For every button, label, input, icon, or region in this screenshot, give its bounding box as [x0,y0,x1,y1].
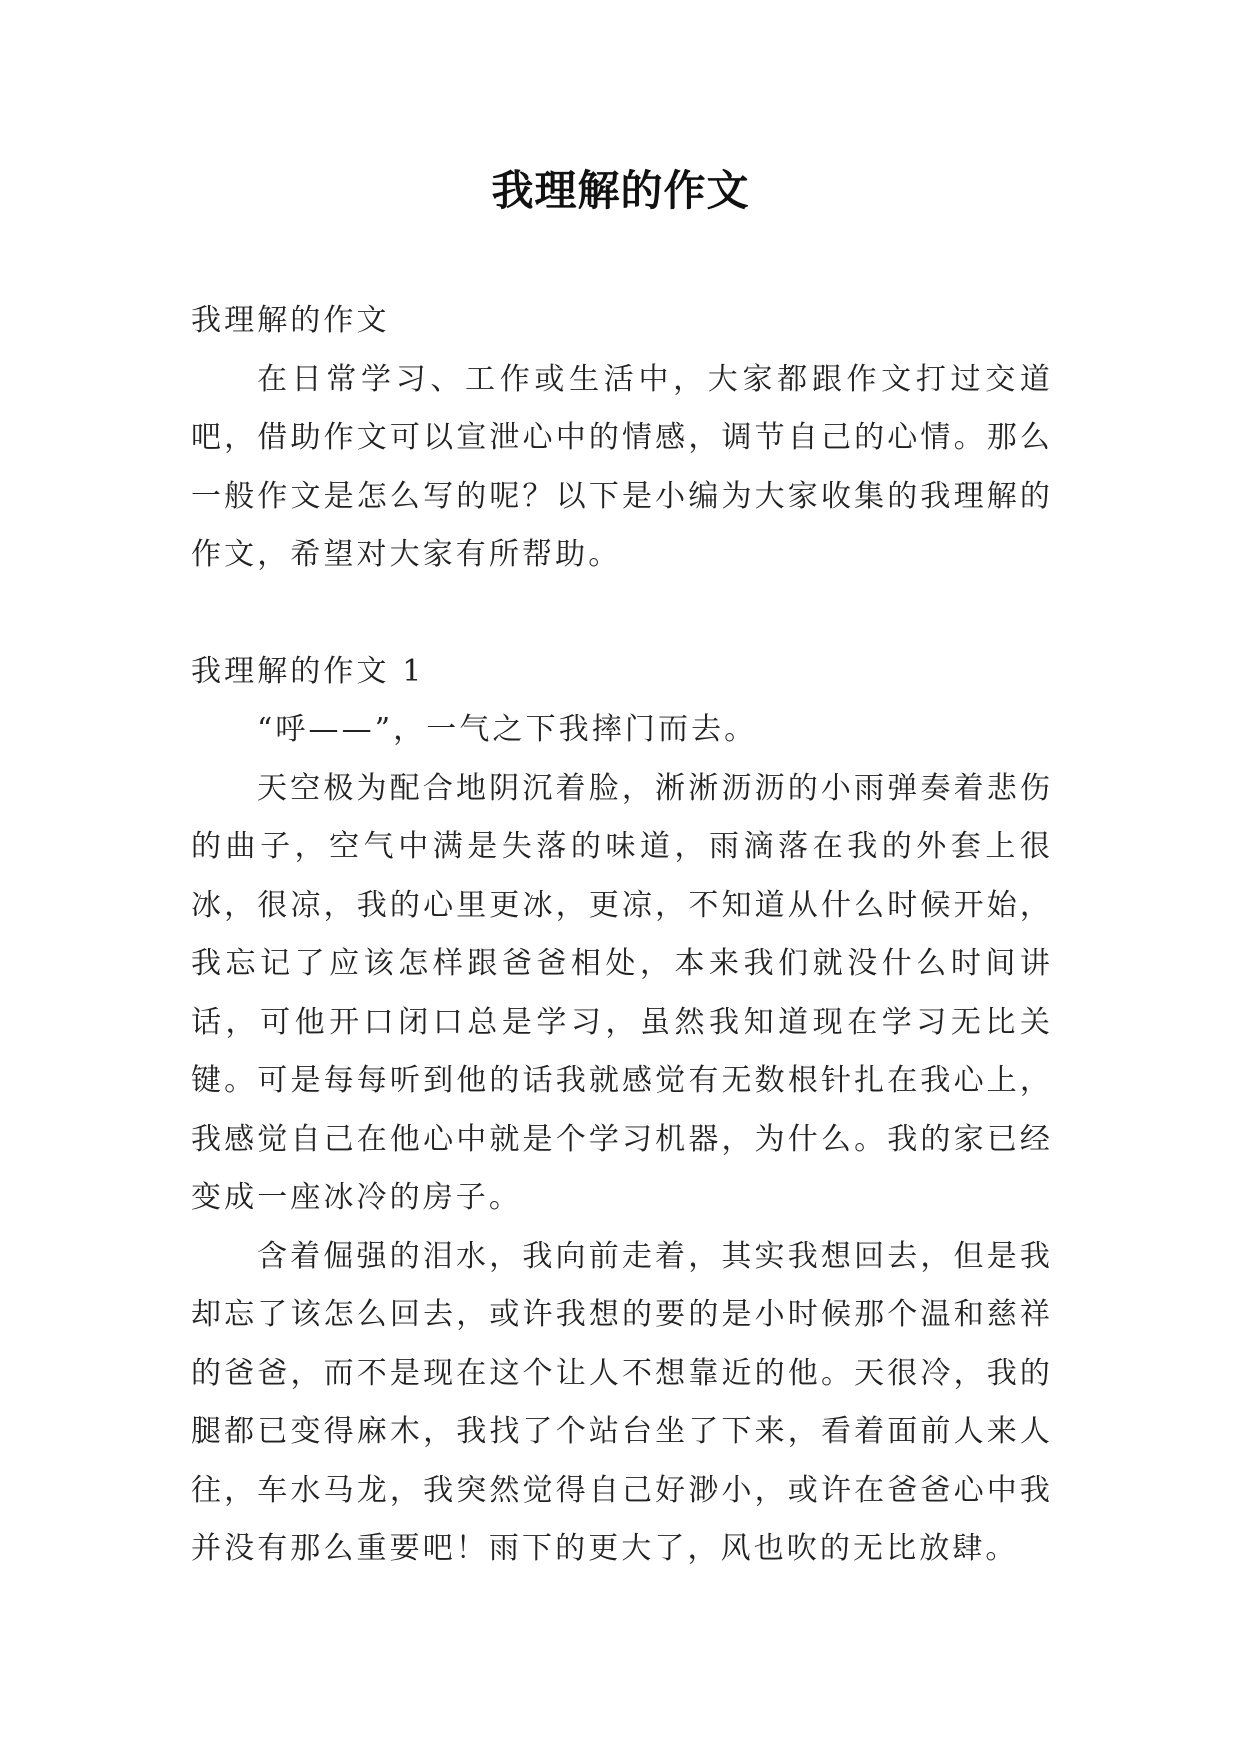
intro-heading: 我理解的作文 [191,303,390,338]
section-heading: 我理解的作文 1 [191,653,425,689]
section-spacer [191,585,1053,643]
paragraph: 含着倔强的泪水，我向前走着，其实我想回去，但是我却忘了该怎么回去，或许我想的要的是小时候那个温和慈祥的爸爸，而不是现在这个让人不想靠近的他。天很冷，我的腿都已变得麻木，我找了个站台坐了下来，看着面前人来人往，车水马龙，我突然觉得自己好渺小，或许在爸爸心中我并没有那么重要吧！雨下的更大了，风也吹的无比放肆。 [191,1238,1053,1566]
document-title: 我理解的作文 [491,166,750,215]
paragraph: “呼——”，一气之下我摔门而去。 [257,712,758,747]
document-body [191,292,1053,1579]
intro-paragraph: 在日常学习、工作或生活中，大家都跟作文打过交道吧，借助作文可以宣泄心中的情感，调节自己的心情。那么一般作文是怎么写的呢？以下是小编为大家收集的我理解的作文，希望对大家有所帮助。 [191,361,1053,572]
paragraph: 天空极为配合地阴沉着脸，淅淅沥沥的小雨弹奏着悲伤的曲子，空气中满是失落的味道，雨滴落在我的外套上很冰，很凉，我的心里更冰，更凉，不知道从什么时候开始，我忘记了应该怎样跟爸爸相处，本来我们就没什么时间讲话，可他开口闭口总是学习，虽然我知道现在学习无比关键。可是每每听到他的话我就感觉有无数根针扎在我心上，我感觉自己在他心中就是个学习机器，为什么。我的家已经变成一座冰冷的房子。 [191,770,1053,1215]
